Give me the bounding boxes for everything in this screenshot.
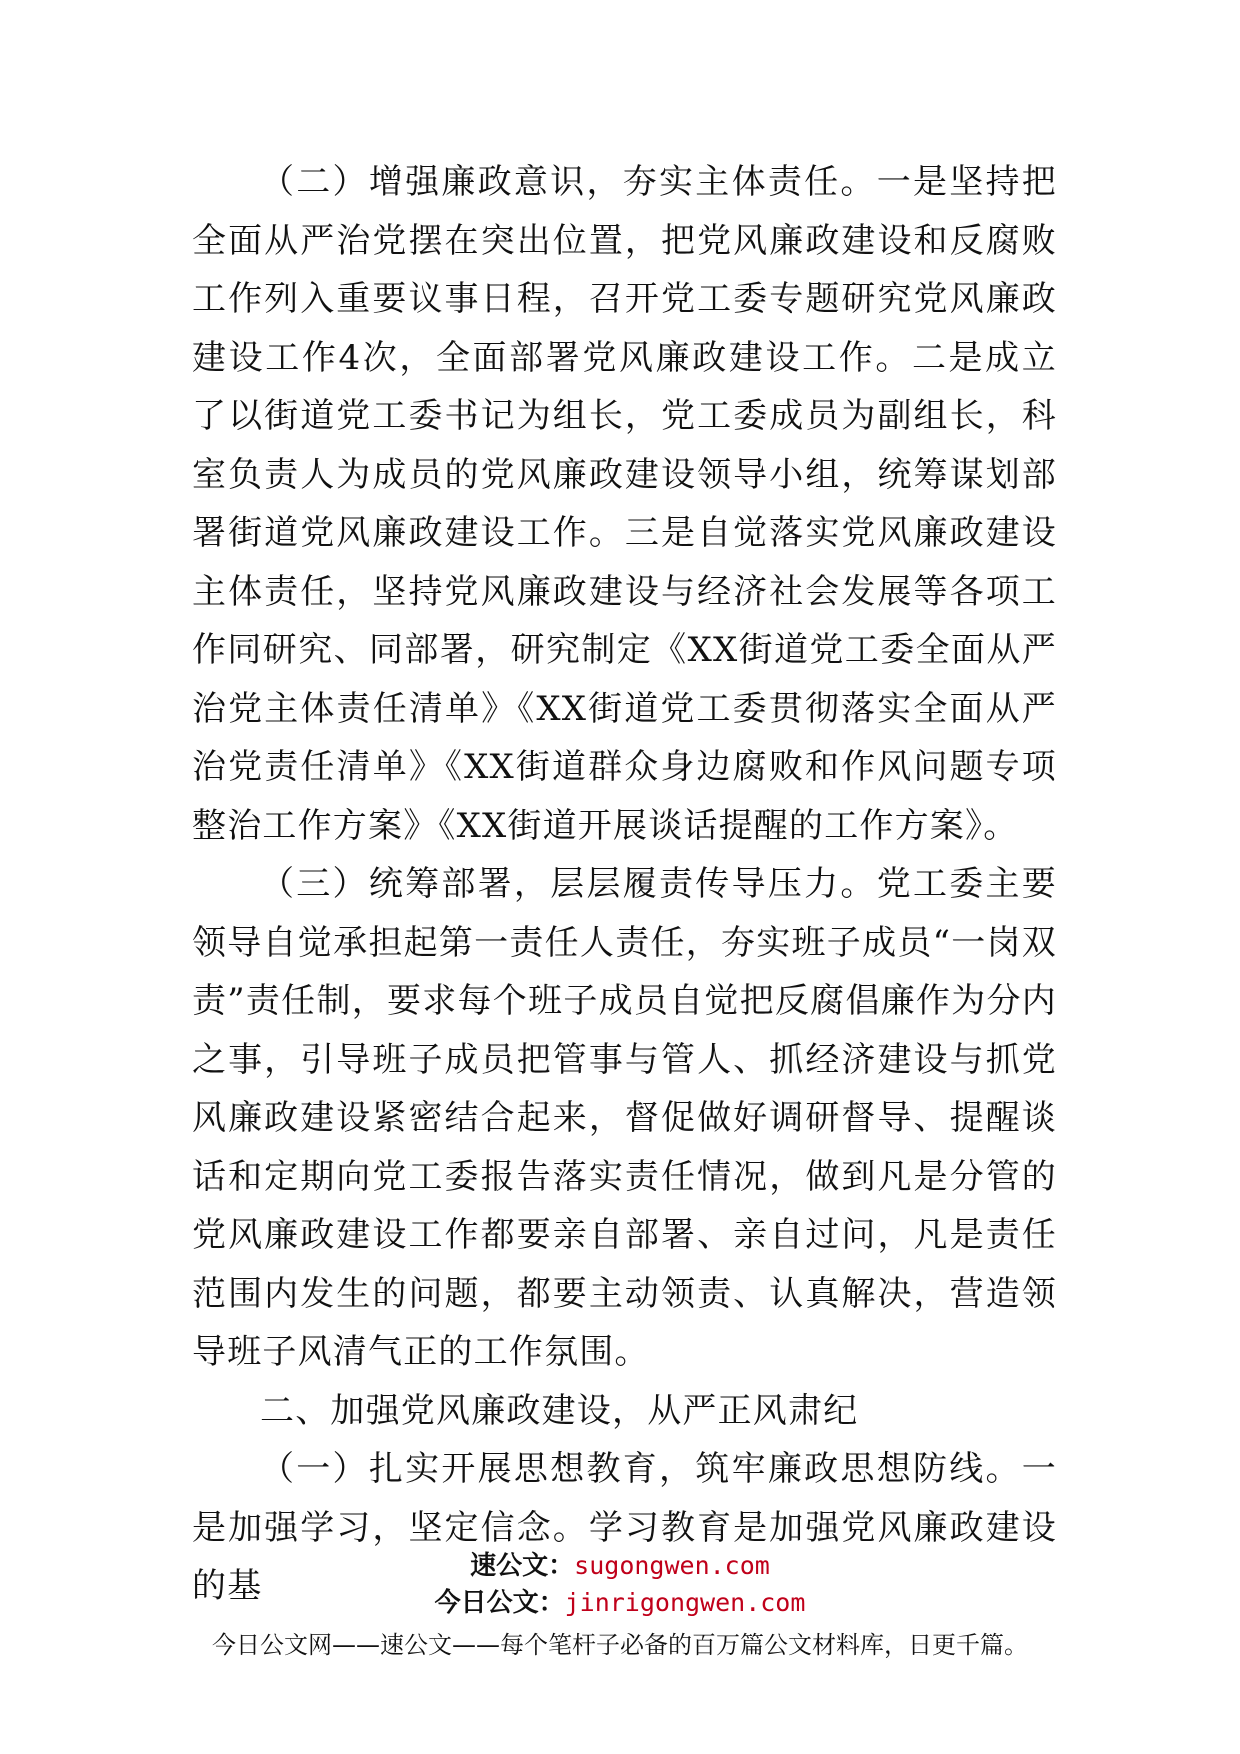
paragraph-subsection-1: （一）扎实开展思想教育，筑牢廉政思想防线。一是加强学习，坚定信念。学习教育是加强党风廉政建设的基 <box>192 1449 1057 1606</box>
footer-sugongwen-label: 速公文： <box>470 1551 575 1581</box>
footer-sugongwen-url[interactable]: sugongwen.com <box>574 1551 770 1580</box>
footer-jinrigongwen-url[interactable]: jinrigongwen.com <box>564 1588 806 1617</box>
paragraph-section-2: （二）增强廉政意识，夯实主体责任。一是坚持把全面从严治党摆在突出位置，把党风廉政建设和反腐败工作列入重要议事日程，召开党工委专题研究党风廉政建设工作4次，全面部署党风廉政建设工作。二是成立了以街道党工委书记为组长，党工委成员为副组长，科室负责人为成员的党风廉政建设领导小组，统筹谋划部署街道党风廉政建设工作。三是自觉落实党风廉政建设主体责任，坚持党风廉政建设与经济社会发展等各项工作同研究、同部署，研究制定《XX街道党工委全面从严治党主体责任清单》《XX街道党工委贯彻落实全面从严治党责任清单》《XX街道群众身边腐败和作风问题专项整治工作方案》《XX街道开展谈话提醒的工作方案》。 <box>192 162 1057 846</box>
footer-jinrigongwen <box>0 1582 1240 1619</box>
footer-slogan: 今日公文网——速公文——每个笔杆子必备的百万篇公文材料库，日更千篇。 <box>212 1631 1028 1659</box>
section-heading: 二、加强党风廉政建设，从严正风肃纪 <box>260 1390 859 1431</box>
paragraph-section-3: （三）统筹部署，层层履责传导压力。党工委主要领导自觉承担起第一责任人责任，夯实班子成员“一岗双责”责任制，要求每个班子成员自觉把反腐倡廉作为分内之事，引导班子成员把管事与管人、抓经济建设与抓党风廉政建设紧密结合起来，督促做好调研督导、提醒谈话和定期向党工委报告落实责任情况，做到凡是分管的党风廉政建设工作都要亲自部署、亲自过问，凡是责任范围内发生的问题，都要主动领责、认真解决，营造领导班子风清气正的工作氛围。 <box>192 864 1057 1372</box>
footer-sugongwen <box>0 1545 1240 1582</box>
document-body <box>192 153 1057 1616</box>
footer-jinrigongwen-label: 今日公文： <box>434 1588 565 1618</box>
